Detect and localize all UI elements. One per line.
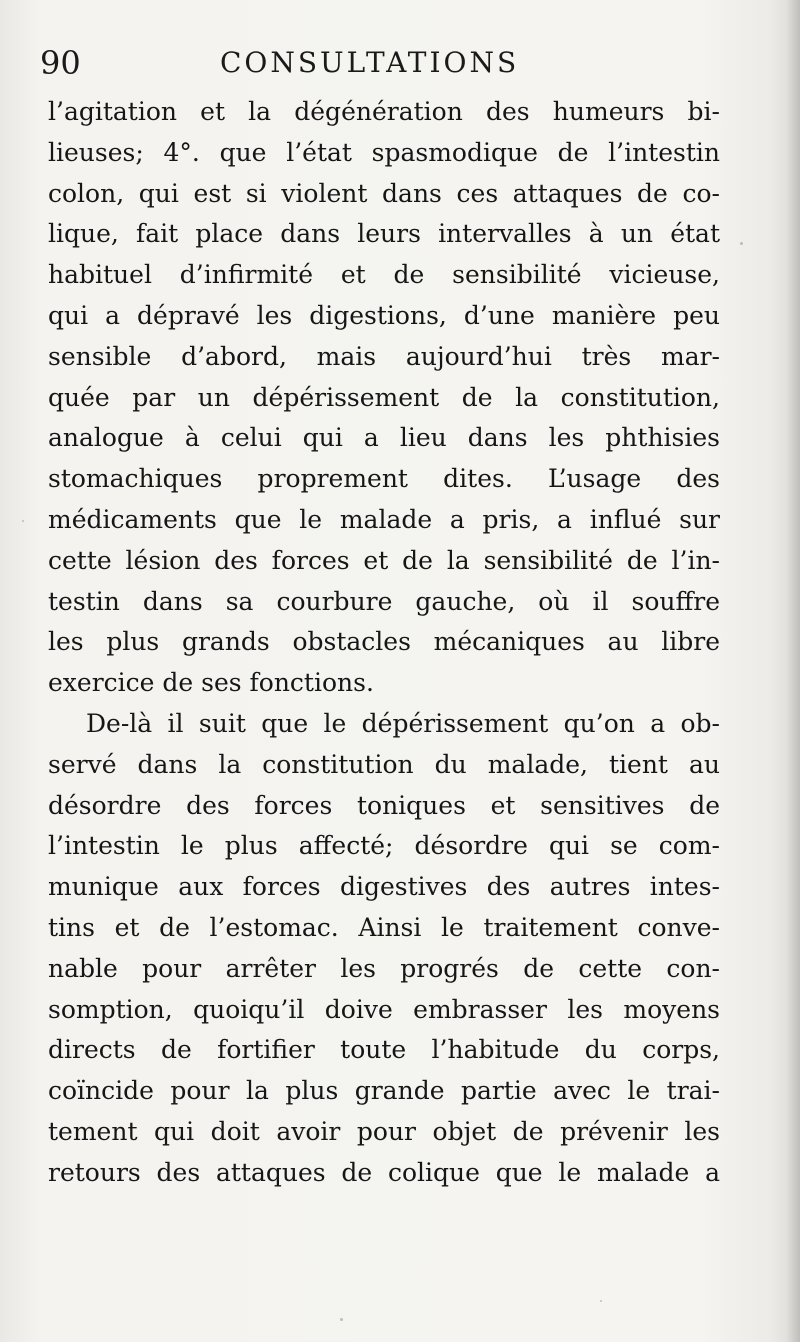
text-line-9: analogue à celui qui a lieu dans les phthisies [48, 423, 720, 453]
text-line-4: lique, fait place dans leurs intervalles à un état [48, 219, 720, 249]
paper-speck [340, 1318, 343, 1321]
text-line-14: les plus grands obstacles mécaniques au libre [48, 627, 720, 657]
running-head: CONSULTATIONS [220, 46, 520, 79]
text-line-27: retours des attaques de colique que le malade a [48, 1157, 720, 1187]
text-line-18: désordre des forces toniques et sensitives de [48, 790, 720, 820]
text-line-2: lieuses; 4°. que l’état spasmodique de l’intestin [48, 137, 720, 167]
text-line-16: De-là il suit que le dépérissement qu’on a ob- [86, 708, 720, 738]
text-line-24: directs de fortifier toute l’habitude du corps, [48, 1035, 720, 1065]
paper-speck [600, 1300, 602, 1302]
text-line-20: munique aux forces digestives des autres intes- [48, 872, 720, 902]
page-number: 90 [40, 44, 81, 82]
text-line-7: sensible d’abord, mais aujourd’hui très mar- [48, 341, 720, 371]
text-line-17: servé dans la constitution du malade, tient au [48, 749, 720, 779]
page-edge-shadow [786, 0, 800, 1342]
text-line-12: cette lésion des forces et de la sensibilité de l’in- [48, 545, 720, 575]
text-line-5: habituel d’infirmité et de sensibilité vicieuse, [48, 260, 720, 290]
text-line-6: qui a dépravé les digestions, d’une manière peu [48, 300, 720, 330]
body-text [48, 92, 720, 1194]
text-line-19: l’intestin le plus affecté; désordre qui se com- [48, 831, 720, 861]
text-line-21: tins et de l’estomac. Ainsi le traitement conve- [48, 912, 720, 942]
text-line-26: tement qui doit avoir pour objet de prévenir les [48, 1116, 720, 1146]
text-line-3: colon, qui est si violent dans ces attaques de co- [48, 178, 720, 208]
text-line-10: stomachiques proprement dites. L’usage des [48, 464, 720, 494]
text-line-22: nable pour arrêter les progrés de cette con- [48, 953, 720, 983]
text-line-11: médicaments que le malade a pris, a influé sur [48, 504, 720, 534]
text-line-13: testin dans sa courbure gauche, où il souffre [48, 586, 720, 616]
text-line-25: coïncide pour la plus grande partie avec le trai- [48, 1076, 720, 1106]
text-line-15: exercice de ses fonctions. [48, 668, 374, 698]
paper-speck [740, 242, 743, 245]
paper-speck [22, 520, 24, 522]
text-line-1: l’agitation et la dégénération des humeurs bi- [48, 97, 720, 126]
text-line-23: somption, quoiqu’il doive embrasser les moyens [48, 994, 720, 1024]
text-line-8: quée par un dépérissement de la constitution, [48, 382, 720, 412]
page-header [40, 38, 740, 88]
